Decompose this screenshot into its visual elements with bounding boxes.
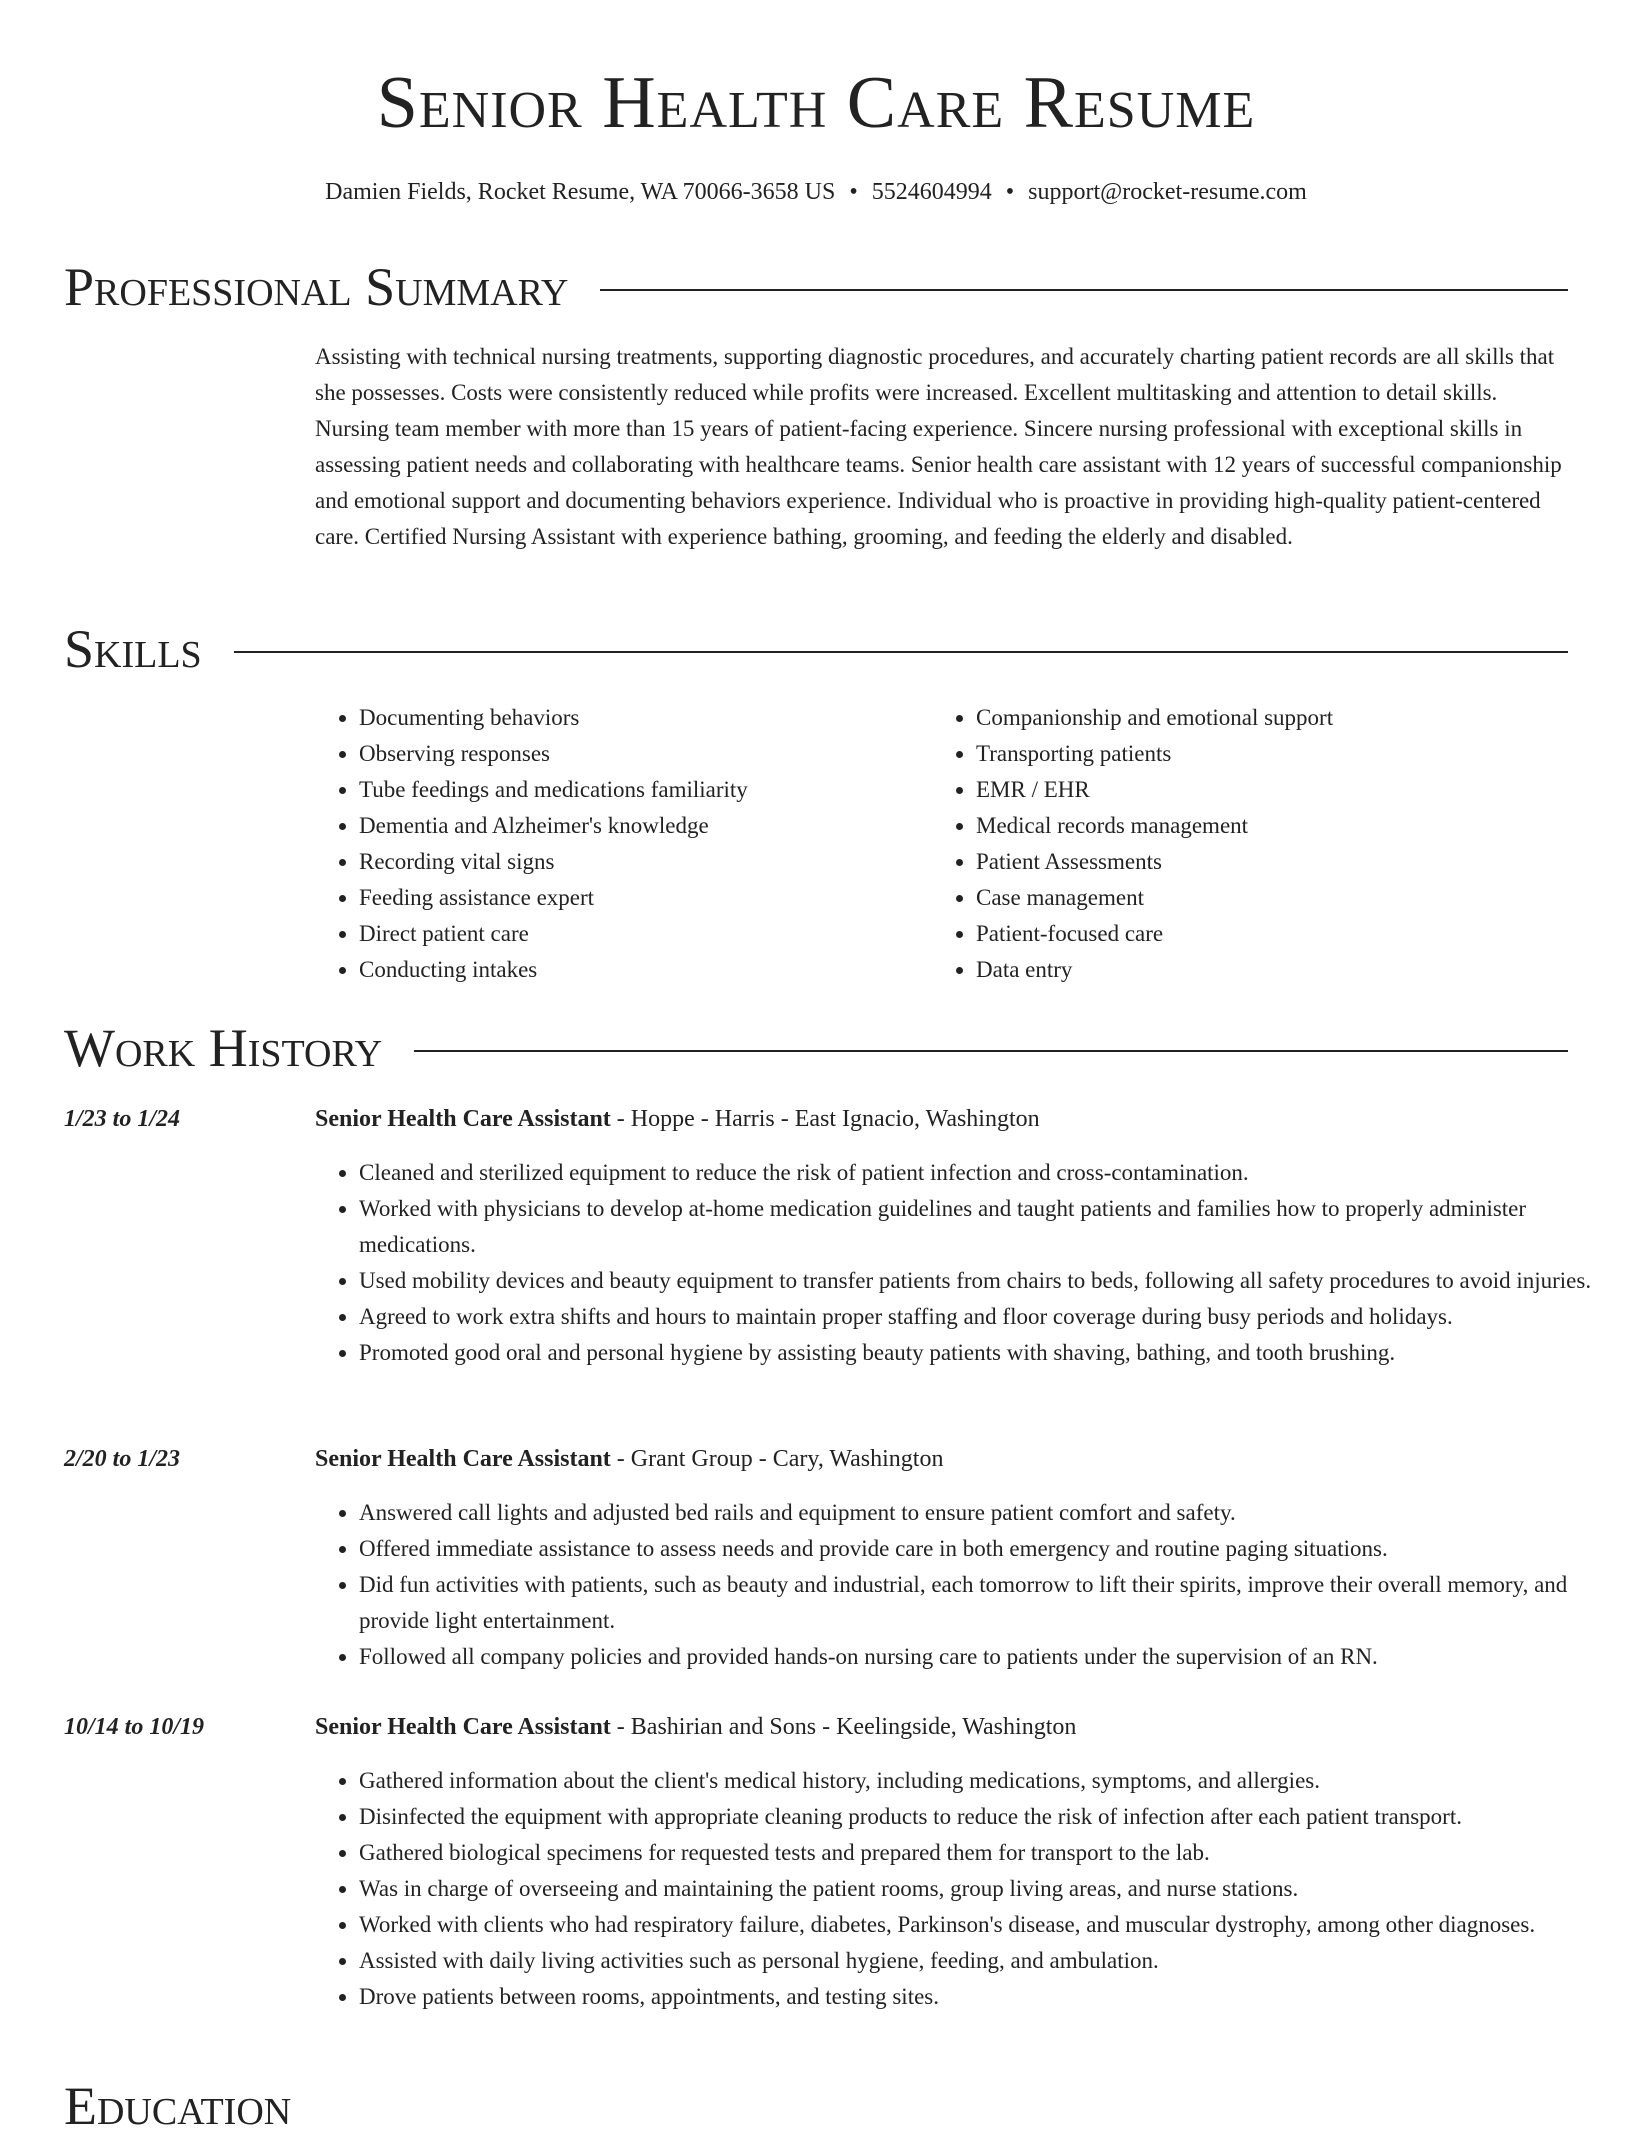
job-heading [315, 1709, 1076, 1745]
skill-item: • Companionship and emotional support [976, 700, 1333, 736]
resume-title: Senior Health Care Resume [376, 62, 1256, 144]
job-duty: • Offered immediate assistance to assess needs and provide care in both emergency and routine paging situations. [359, 1531, 1612, 1567]
job-duty: • Drove patients between rooms, appointments, and testing sites. [359, 1979, 1612, 2015]
job-dates: 1/23 to 1/24 [64, 1106, 181, 1132]
skill-item: • Feeding assistance expert [359, 880, 748, 916]
skill-item: • Direct patient care [359, 916, 748, 952]
summary-text: Assisting with technical nursing treatments, supporting diagnostic procedures, and accurately charting patient records are all skills that she possesses. Costs were consistently reduced while profits were increased. Excellent multitasking and attention to detail skills. Nursing team member with more than 15 years of patient-facing experience. Sincere nursing professional with exceptional skills in assessing patient needs and collaborating with healthcare teams. Senior health care assistant with 12 years of successful companionship and emotional support and documenting behaviors experience. Individual who is proactive in providing high-quality patient-centered care. Certified Nursing Assistant with experience bathing, grooming, and feeding the elderly and disabled. [315, 344, 1562, 549]
skill-item: • Observing responses [359, 736, 748, 772]
contact-separator: • [1005, 179, 1015, 205]
skill-item: • EMR / EHR [976, 772, 1333, 808]
job-duty: • Assisted with daily living activities such as personal hygiene, feeding, and ambulation. [359, 1943, 1612, 1979]
job-title: Senior Health Care Assistant [315, 1714, 611, 1740]
job-heading [315, 1101, 1040, 1137]
job-duty: • Gathered biological specimens for requested tests and prepared them for transport to the lab. [359, 1835, 1612, 1871]
skills-section-heading [64, 617, 1568, 681]
job-duty: • Worked with clients who had respiratory failure, diabetes, Parkinson's disease, and muscular dystrophy, among other diagnoses. [359, 1907, 1612, 1943]
job-dates: 10/14 to 10/19 [64, 1714, 205, 1740]
section-divider [234, 651, 1568, 653]
skill-item: • Documenting behaviors [359, 700, 748, 736]
job-employer: - Grant Group - Cary, Washington [610, 1446, 944, 1472]
job-duty: • Used mobility devices and beauty equipment to transfer patients from chairs to beds, following all safety procedures to avoid injuries. [359, 1263, 1612, 1299]
contact-email: support@rocket-resume.com [1028, 179, 1307, 205]
job-duty: • Was in charge of overseeing and maintaining the patient rooms, group living areas, and nurse stations. [359, 1871, 1612, 1907]
contact-separator: • [849, 179, 858, 205]
skills-column-1 [315, 700, 748, 988]
skill-item: • Conducting intakes [359, 952, 748, 988]
skill-item: • Patient Assessments [976, 844, 1333, 880]
job-duties [315, 1763, 1612, 2015]
skill-item: • Transporting patients [976, 736, 1333, 772]
summary-heading: Professional Summary [64, 257, 569, 317]
contact-address: Damien Fields, Rocket Resume, WA 70066-3658 US [325, 179, 836, 205]
job-title: Senior Health Care Assistant [315, 1106, 611, 1132]
section-divider [414, 1050, 1568, 1052]
work-history-heading: Work History [64, 1018, 383, 1078]
job-duty: • Did fun activities with patients, such as beauty and industrial, each tomorrow to lift their spirits, improve their overall memory, and provide light entertainment. [359, 1567, 1612, 1639]
summary-section-heading [64, 255, 1568, 319]
job-heading [315, 1441, 943, 1477]
education-heading: Education [64, 2076, 292, 2136]
skill-item: • Dementia and Alzheimer's knowledge [359, 808, 748, 844]
skills-column-2 [932, 700, 1333, 988]
skills-heading: Skills [64, 619, 202, 679]
work-history-section-heading [64, 1016, 1568, 1080]
job-duty: • Answered call lights and adjusted bed rails and equipment to ensure patient comfort and safety. [359, 1495, 1612, 1531]
job-duty: • Worked with physicians to develop at-home medication guidelines and taught patients and families how to properly administer medications. [359, 1191, 1612, 1263]
skill-item: • Data entry [976, 952, 1333, 988]
job-employer: - Bashirian and Sons - Keelingside, Washington [610, 1714, 1077, 1740]
skill-item: • Case management [976, 880, 1333, 916]
job-employer: - Hoppe - Harris - East Ignacio, Washington [610, 1106, 1040, 1132]
contact-line [0, 176, 1632, 208]
skill-item: • Tube feedings and medications familiarity [359, 772, 748, 808]
job-title: Senior Health Care Assistant [315, 1446, 611, 1472]
job-duty: • Gathered information about the client's medical history, including medications, symptoms, and allergies. [359, 1763, 1612, 1799]
job-duty: • Promoted good oral and personal hygiene by assisting beauty patients with shaving, bathing, and tooth brushing. [359, 1335, 1612, 1371]
job-duty: • Cleaned and sterilized equipment to reduce the risk of patient infection and cross-contamination. [359, 1155, 1612, 1191]
job-duty: • Agreed to work extra shifts and hours to maintain proper staffing and floor coverage during busy periods and holidays. [359, 1299, 1612, 1335]
job-duty: • Disinfected the equipment with appropriate cleaning products to reduce the risk of infection after each patient transport. [359, 1799, 1612, 1835]
skill-item: • Patient-focused care [976, 916, 1333, 952]
section-divider [600, 289, 1568, 291]
job-duties [315, 1495, 1612, 1675]
job-duties [315, 1155, 1612, 1371]
job-dates: 2/20 to 1/23 [64, 1446, 181, 1472]
job-duty: • Followed all company policies and provided hands-on nursing care to patients under the supervision of an RN. [359, 1639, 1612, 1675]
education-section-heading [64, 2074, 1568, 2138]
contact-phone: 5524604994 [871, 179, 992, 205]
skill-item: • Medical records management [976, 808, 1333, 844]
skill-item: • Recording vital signs [359, 844, 748, 880]
